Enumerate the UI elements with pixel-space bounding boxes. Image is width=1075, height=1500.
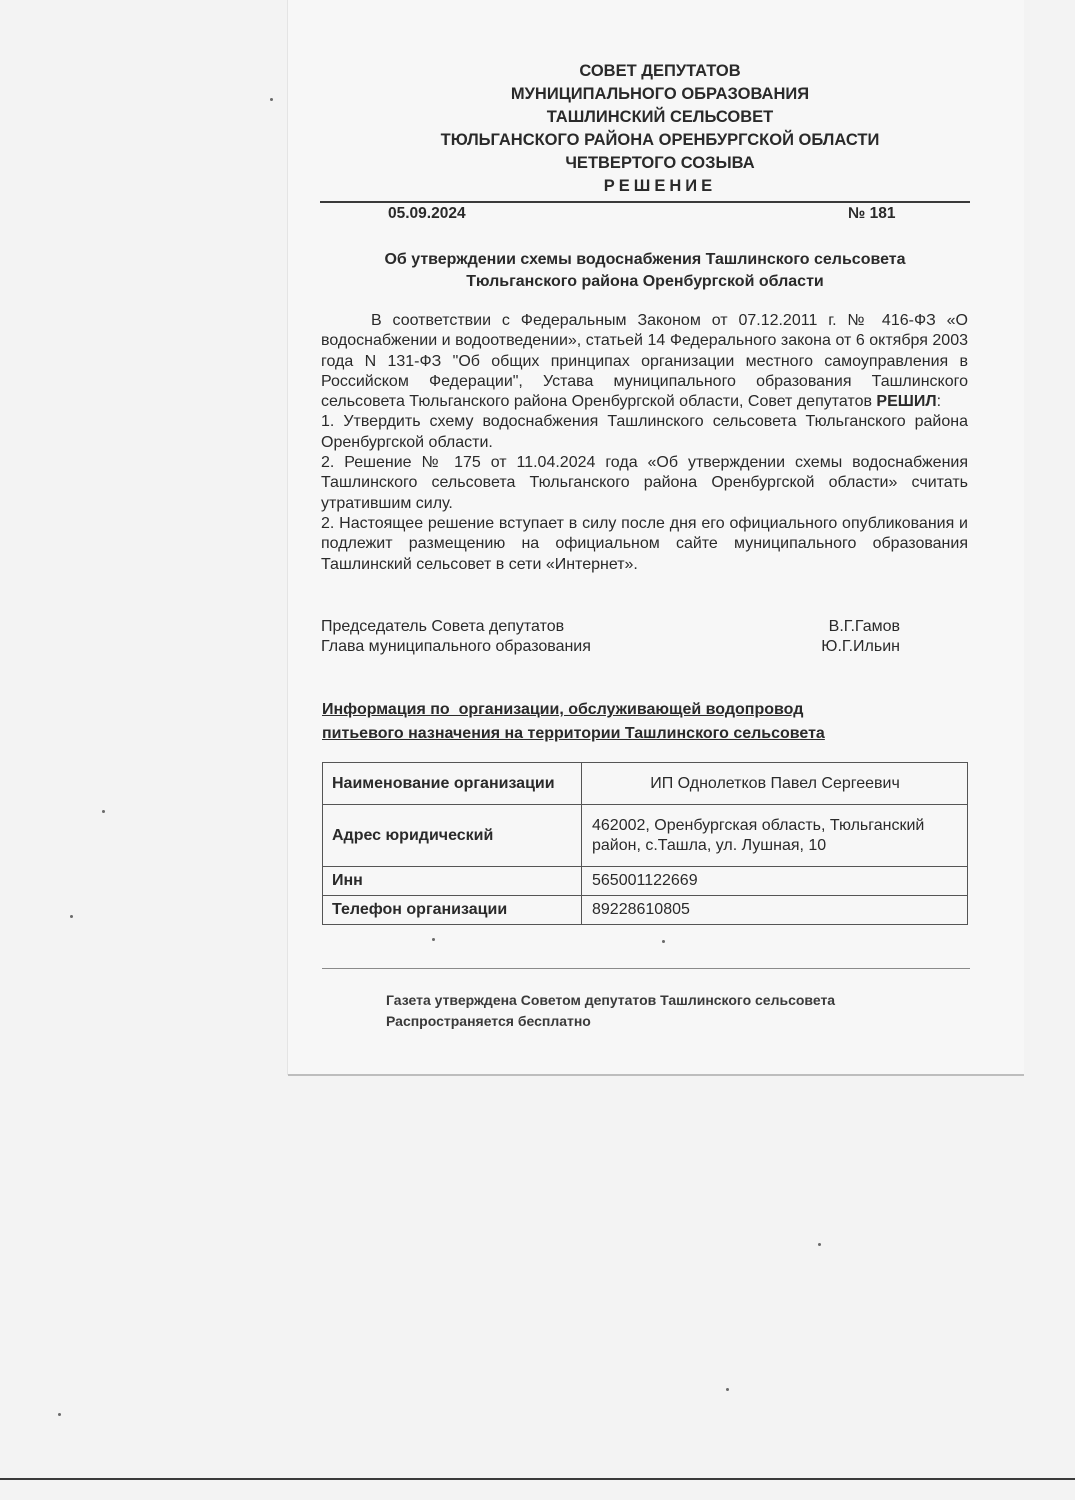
- footer-line: Газета утверждена Советом депутатов Ташлинского сельсовета: [386, 992, 836, 1008]
- signature-chairman: [321, 618, 900, 636]
- scan-speck: [70, 915, 73, 918]
- header-line: ЧЕТВЕРТОГО СОЗЫВА: [565, 154, 755, 172]
- table-row: [323, 805, 968, 867]
- table-key: Адрес юридический: [323, 805, 582, 867]
- header-rule: [320, 201, 970, 203]
- info-title-line: Информация по организации, обслуживающей водопровод: [322, 701, 804, 718]
- newspaper-footer: [386, 990, 835, 1032]
- subject-line: Тюльганского района Оренбургской области: [466, 273, 824, 290]
- table-key: Наименование организации: [323, 763, 582, 805]
- resolved-word: РЕШИЛ: [876, 393, 937, 411]
- resolved-colon: :: [936, 393, 942, 411]
- sheet-edge: [288, 1074, 1024, 1076]
- organization-info-table: [322, 762, 968, 925]
- decision-item-1: 1. Утвердить схему водоснабжения Ташлинского сельсовета Тюльганского района Оренбургской области.: [321, 413, 968, 451]
- document-date: 05.09.2024: [388, 205, 466, 222]
- scan-speck: [432, 938, 435, 941]
- table-value: 89228610805: [582, 896, 968, 925]
- signature-role: Глава муниципального образования: [321, 638, 591, 655]
- scan-speck: [818, 1243, 821, 1246]
- table-value: 565001122669: [582, 867, 968, 896]
- footer-rule: [322, 968, 970, 969]
- document-body: [321, 311, 968, 575]
- signature-name: В.Г.Гамов: [828, 618, 900, 635]
- document-type: РЕШЕНИЕ: [603, 177, 717, 195]
- table-value: ИП Однолетков Павел Сергеевич: [582, 763, 968, 805]
- intro-paragraph: [321, 311, 968, 412]
- table-value: 462002, Оренбургская область, Тюльганский район, с.Ташла, ул. Лушная, 10: [582, 805, 968, 867]
- table-key: Телефон организации: [323, 896, 582, 925]
- table-row: [323, 763, 968, 805]
- header-line: ТЮЛЬГАНСКОГО РАЙОНА ОРЕНБУРГСКОЙ ОБЛАСТИ: [440, 131, 880, 149]
- page-edge: [0, 1478, 1075, 1480]
- document-subject: [322, 249, 968, 293]
- scan-speck: [270, 98, 273, 101]
- table-row: [323, 867, 968, 896]
- document-number: № 181: [848, 205, 896, 222]
- info-title-line: питьевого назначения на территории Ташлинского сельсовета: [322, 725, 825, 742]
- subject-line: Об утверждении схемы водоснабжения Ташлинского сельсовета: [384, 251, 906, 268]
- table-key: Инн: [323, 867, 582, 896]
- header-line: МУНИЦИПАЛЬНОГО ОБРАЗОВАНИЯ: [510, 85, 810, 103]
- decision-item-3: 2. Настоящее решение вступает в силу после дня его официального опубликования и подлежит размещению на официальном сайте муниципального образования Ташлинский сельсовет в сети «Интернет».: [321, 514, 968, 573]
- document-header: [322, 60, 998, 198]
- intro-text: В соответствии с Федеральным Законом от 07.12.2011 г. № 416-ФЗ «О водоснабжении и водоотведении», статьей 14 Федерального закона от 6 октября 2003 года N 131-ФЗ "Об общих принципах организации местного самоуправления в Российском Федерации", Устава муниципального образования Ташлинского сельсовета Тюльганского района Оренбургской области, Совет депутатов: [321, 312, 968, 411]
- signature-name: Ю.Г.Ильин: [821, 638, 900, 655]
- scan-speck: [58, 1413, 61, 1416]
- decision-item-2: 2. Решение № 175 от 11.04.2024 года «Об утверждении схемы водоснабжения Ташлинского сельсовета Тюльганского района Оренбургской области» считать утратившим силу.: [321, 454, 968, 512]
- info-title: [322, 698, 922, 746]
- header-line: СОВЕТ ДЕПУТАТОВ: [579, 62, 741, 80]
- table-row: [323, 896, 968, 925]
- footer-line: Распространяется бесплатно: [386, 1013, 591, 1029]
- scan-speck: [102, 810, 105, 813]
- header-line: ТАШЛИНСКИЙ СЕЛЬСОВЕТ: [546, 108, 774, 126]
- scan-speck: [726, 1388, 729, 1391]
- signature-head: [321, 638, 900, 656]
- signature-role: Председатель Совета депутатов: [321, 618, 565, 635]
- scan-speck: [662, 940, 665, 943]
